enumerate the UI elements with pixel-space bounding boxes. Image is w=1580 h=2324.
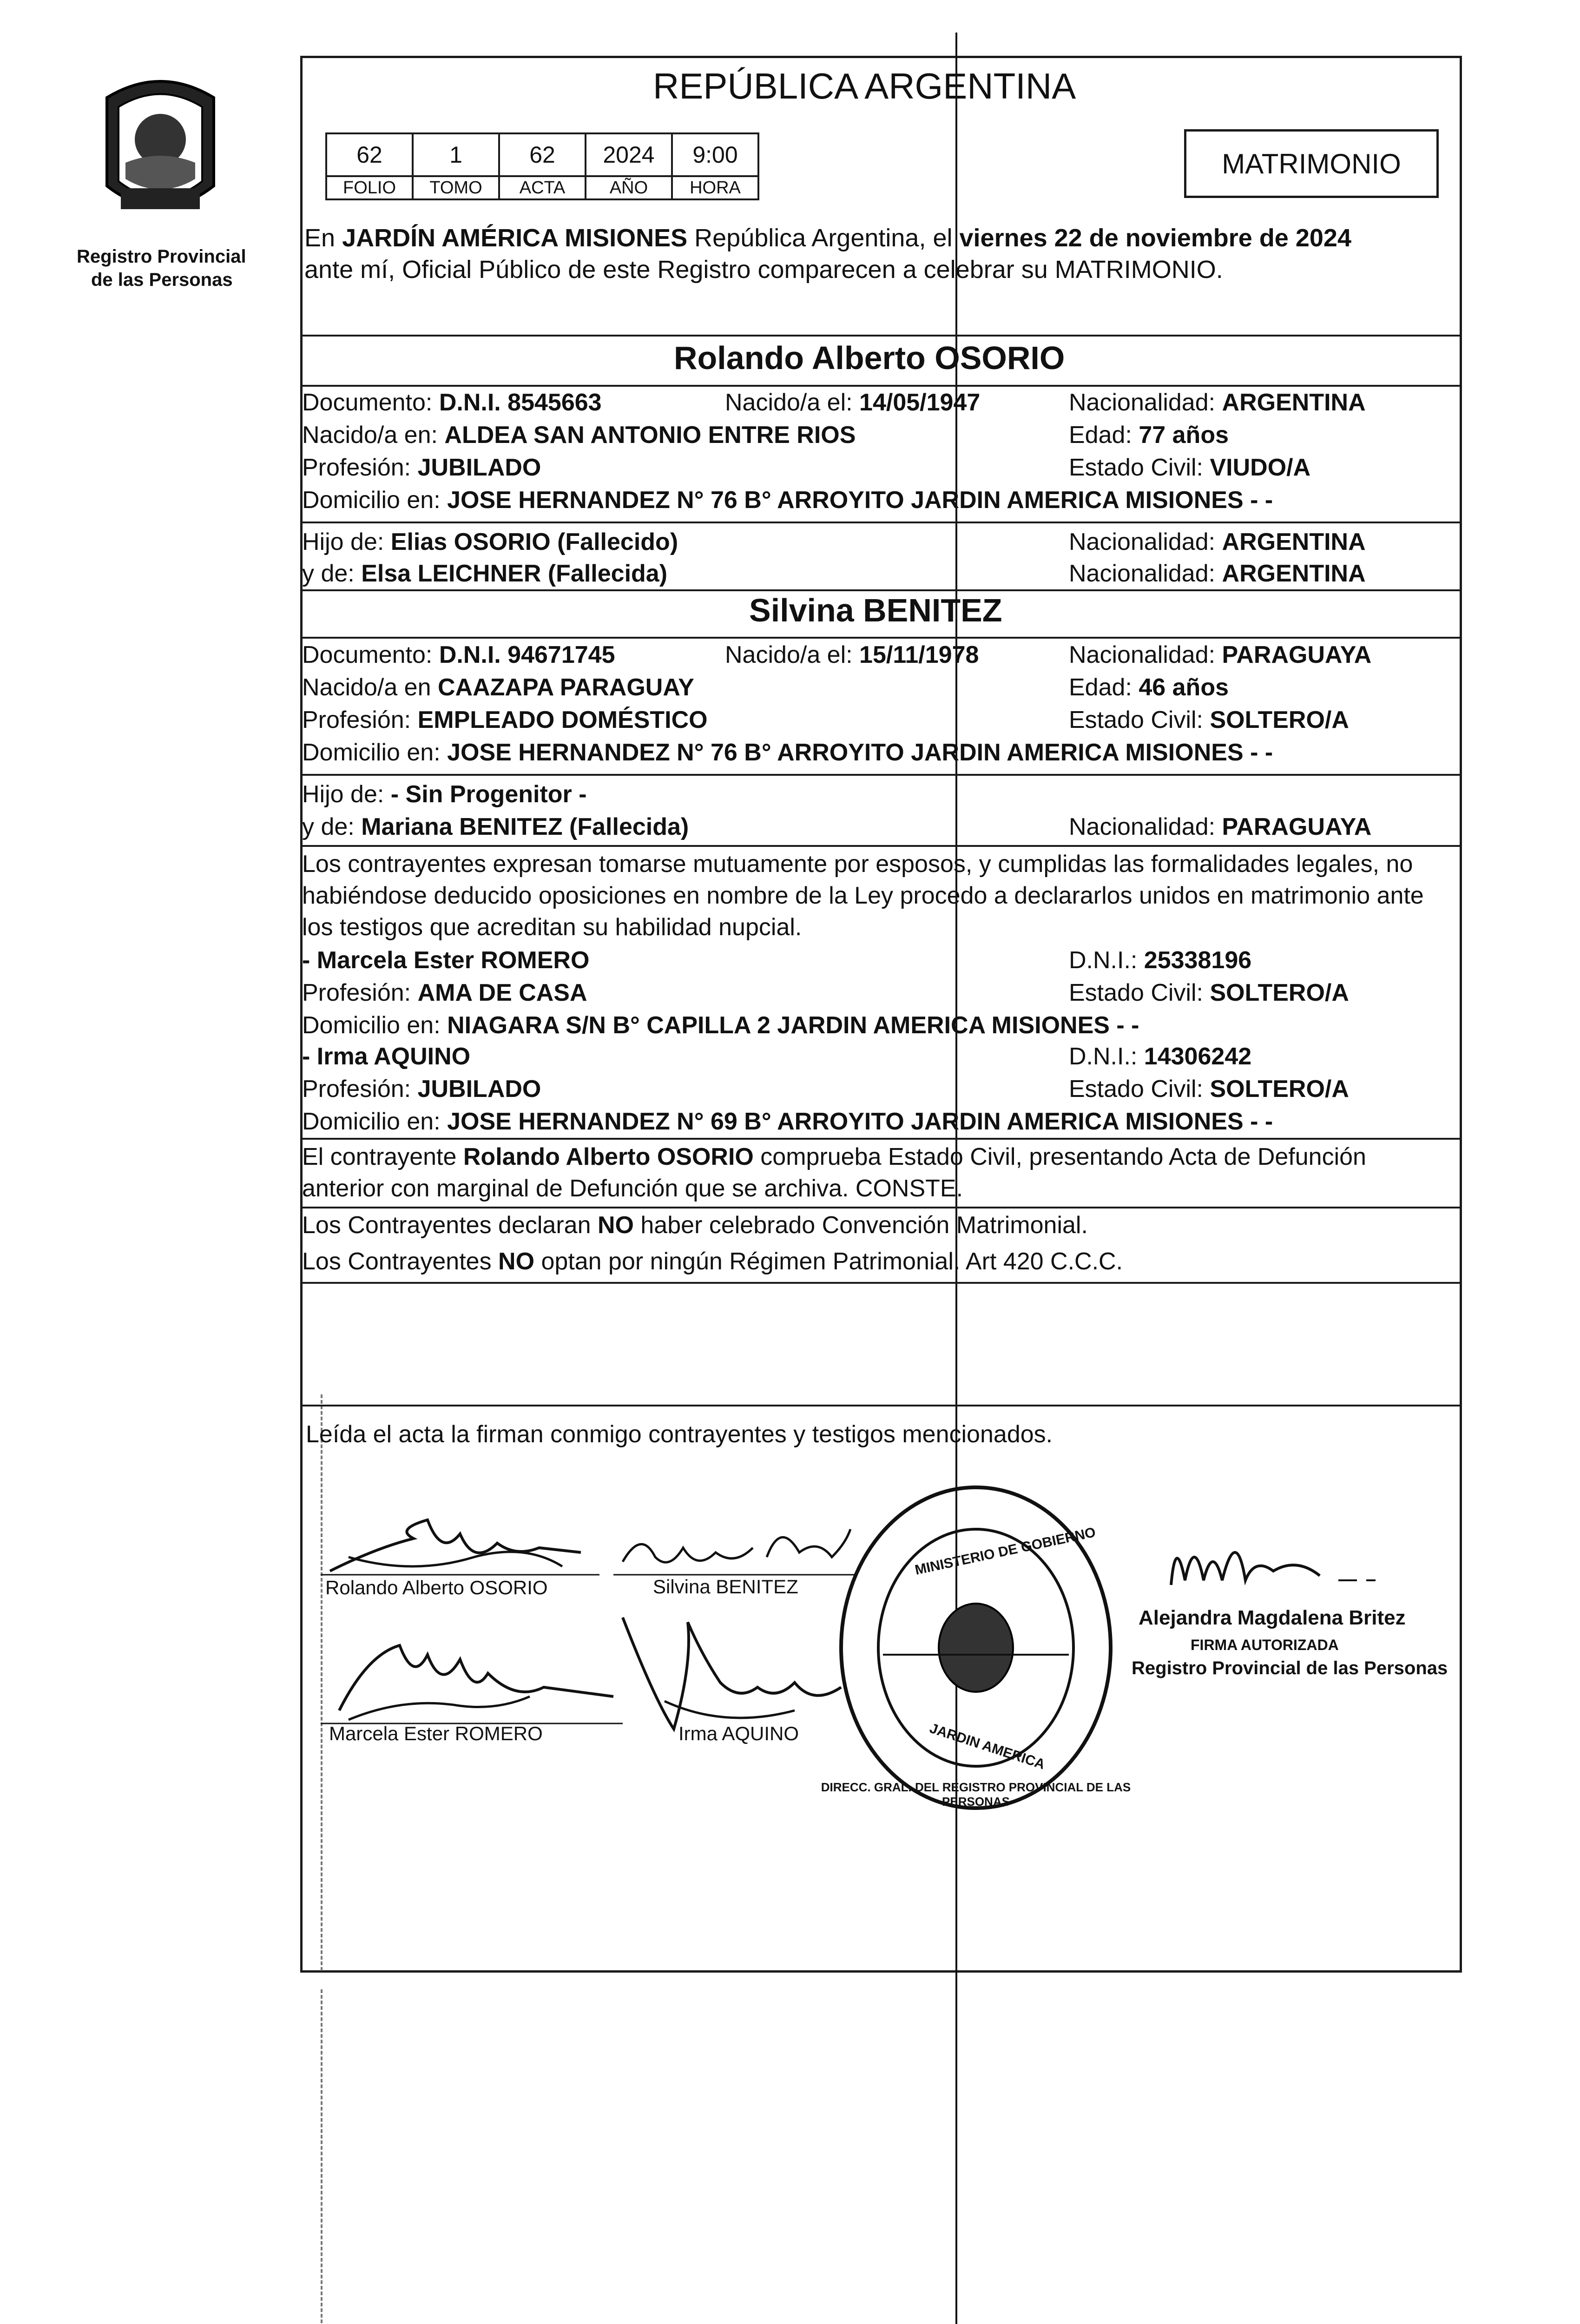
witness1-name: - Marcela Ester ROMERO [302, 947, 590, 974]
hora-value: 9:00 [672, 133, 758, 176]
hora-label: HORA [672, 176, 758, 199]
groom-edad: Edad: 77 años [1069, 422, 1229, 449]
record-fields-table [325, 132, 759, 200]
groom-documento: Documento: D.N.I. 8545663 [302, 389, 602, 416]
record-type-box [1184, 129, 1439, 198]
anio-label: AÑO [586, 176, 672, 199]
note-line2: anterior con marginal de Defunción que se archiva. CONSTE. [302, 1175, 963, 1202]
divider [300, 1282, 1462, 1284]
witness1-signature [321, 1627, 623, 1729]
witness1-dni: D.N.I.: 25338196 [1069, 947, 1252, 974]
logo-caption-line1: Registro Provincial [77, 246, 246, 267]
divider [300, 774, 1462, 776]
groom-name: Rolando Alberto OSORIO [674, 340, 1065, 376]
groom-signature-caption: Rolando Alberto OSORIO [325, 1577, 548, 1598]
divider [300, 589, 1462, 591]
bride-madre: y de: Mariana BENITEZ (Fallecida) [302, 813, 689, 840]
official-role: FIRMA AUTORIZADA [1191, 1637, 1339, 1653]
groom-domicilio: Domicilio en: JOSE HERNANDEZ N° 76 B° ARROYITO JARDIN AMERICA MISIONES - - [302, 487, 1273, 514]
official-name: Alejandra Magdalena Britez [1139, 1606, 1406, 1629]
divider [300, 845, 1462, 847]
intro-place: JARDÍN AMÉRICA MISIONES [342, 224, 688, 252]
witness2-profesion: Profesión: JUBILADO [302, 1076, 541, 1103]
divider [300, 335, 1462, 337]
convention-line: Los Contrayentes declaran NO haber celebrado Convención Matrimonial. [302, 1212, 1088, 1239]
logo-caption-line2: de las Personas [91, 270, 233, 290]
bride-padre: Hijo de: - Sin Progenitor - [302, 781, 587, 808]
groom-nacionalidad: Nacionalidad: ARGENTINA [1069, 389, 1366, 416]
witness2-dni: D.N.I.: 14306242 [1069, 1043, 1252, 1070]
declaration-line1: Los contrayentes expresan tomarse mutuamente por esposos, y cumplidas las formalidades legales, no [302, 851, 1413, 878]
official-office: Registro Provincial de las Personas [1132, 1658, 1448, 1678]
intro-text-b: República Argentina, el [687, 224, 960, 252]
witness1-domicilio: Domicilio en: NIAGARA S/N B° CAPILLA 2 JARDIN AMERICA MISIONES - - [302, 1012, 1139, 1039]
witness2-name: - Irma AQUINO [302, 1043, 471, 1070]
acta-value: 62 [499, 133, 586, 176]
stamp-inner-text: MINISTERIO DE GOBIERNO [913, 1525, 1097, 1578]
witness2-signature-caption: Irma AQUINO [678, 1723, 799, 1744]
tomo-value: 1 [413, 133, 499, 176]
groom-padre: Hijo de: Elias OSORIO (Fallecido) [302, 528, 678, 555]
intro-line1 [304, 223, 1351, 253]
folio-label: FOLIO [326, 176, 413, 199]
witness1-profesion: Profesión: AMA DE CASA [302, 979, 587, 1006]
record-type: MATRIMONIO [1222, 148, 1401, 179]
stamp-ring-text: DIRECC. GRAL. DEL REGISTRO PROVINCIAL DE LAS PERSONAS [821, 1780, 1131, 1809]
bride-profesion: Profesión: EMPLEADO DOMÉSTICO [302, 706, 708, 733]
intro-line2: ante mí, Oficial Público de este Registro comparecen a celebrar su MATRIMONIO. [304, 256, 1223, 284]
folio-value: 62 [326, 133, 413, 176]
intro-text-a: En [304, 224, 342, 252]
bride-documento: Documento: D.N.I. 94671745 [302, 641, 615, 668]
witness1-estado-civil: Estado Civil: SOLTERO/A [1069, 979, 1349, 1006]
bride-madre-nacionalidad: Nacionalidad: PARAGUAYA [1069, 813, 1372, 840]
province-logo [93, 70, 228, 237]
groom-madre: y de: Elsa LEICHNER (Fallecida) [302, 560, 668, 587]
bride-edad: Edad: 46 años [1069, 674, 1229, 701]
bride-name: Silvina BENITEZ [749, 592, 1002, 628]
bride-domicilio: Domicilio en: JOSE HERNANDEZ N° 76 B° ARROYITO JARDIN AMERICA MISIONES - - [302, 739, 1273, 766]
witness2-estado-civil: Estado Civil: SOLTERO/A [1069, 1076, 1349, 1103]
divider [300, 1405, 1462, 1406]
page-title: REPÚBLICA ARGENTINA [653, 66, 1076, 106]
official-signature [1162, 1515, 1394, 1599]
divider [300, 1138, 1462, 1140]
official-stamp [821, 1478, 1131, 1817]
closing-text: Leída el acta la firman conmigo contrayentes y testigos mencionados. [306, 1421, 1053, 1448]
groom-nacido-en: Nacido/a en: ALDEA SAN ANTONIO ENTRE RIOS [302, 422, 856, 449]
anio-value: 2024 [586, 133, 672, 176]
bride-signature-caption: Silvina BENITEZ [653, 1576, 798, 1598]
groom-madre-nacionalidad: Nacionalidad: ARGENTINA [1069, 560, 1366, 587]
groom-padre-nacionalidad: Nacionalidad: ARGENTINA [1069, 528, 1366, 555]
acta-label: ACTA [499, 176, 586, 199]
witness1-signature-caption: Marcela Ester ROMERO [329, 1723, 543, 1744]
divider [300, 637, 1462, 639]
groom-profesion: Profesión: JUBILADO [302, 454, 541, 481]
bride-nacionalidad: Nacionalidad: PARAGUAYA [1069, 641, 1372, 668]
regime-line: Los Contrayentes NO optan por ningún Régimen Patrimonial. Art 420 C.C.C. [302, 1248, 1123, 1275]
tomo-label: TOMO [413, 176, 499, 199]
witness2-signature [609, 1608, 869, 1738]
intro-date: viernes 22 de noviembre de 2024 [959, 224, 1351, 252]
bride-nacido-el: Nacido/a el: 15/11/1978 [725, 641, 979, 668]
bride-estado-civil: Estado Civil: SOLTERO/A [1069, 706, 1349, 733]
scan-artifact-dots-lower [321, 1989, 323, 2324]
witness2-domicilio: Domicilio en: JOSE HERNANDEZ N° 69 B° ARROYITO JARDIN AMERICA MISIONES - - [302, 1108, 1273, 1135]
declaration-line2: habiéndose deducido oposiciones en nombre de la Ley procedo a declararlos unidos en matrimonio ante [302, 882, 1424, 909]
groom-nacido-el: Nacido/a el: 14/05/1947 [725, 389, 981, 416]
stamp-bottom-text: JARDIN AMERICA [928, 1720, 1047, 1773]
note-line1: El contrayente Rolando Alberto OSORIO comprueba Estado Civil, presentando Acta de Defunción [302, 1143, 1366, 1170]
divider [300, 1207, 1462, 1208]
divider [300, 522, 1462, 523]
bride-nacido-en: Nacido/a en CAAZAPA PARAGUAY [302, 674, 694, 701]
declaration-line3: los testigos que acreditan su habilidad nupcial. [302, 914, 802, 941]
groom-estado-civil: Estado Civil: VIUDO/A [1069, 454, 1311, 481]
divider [300, 385, 1462, 387]
